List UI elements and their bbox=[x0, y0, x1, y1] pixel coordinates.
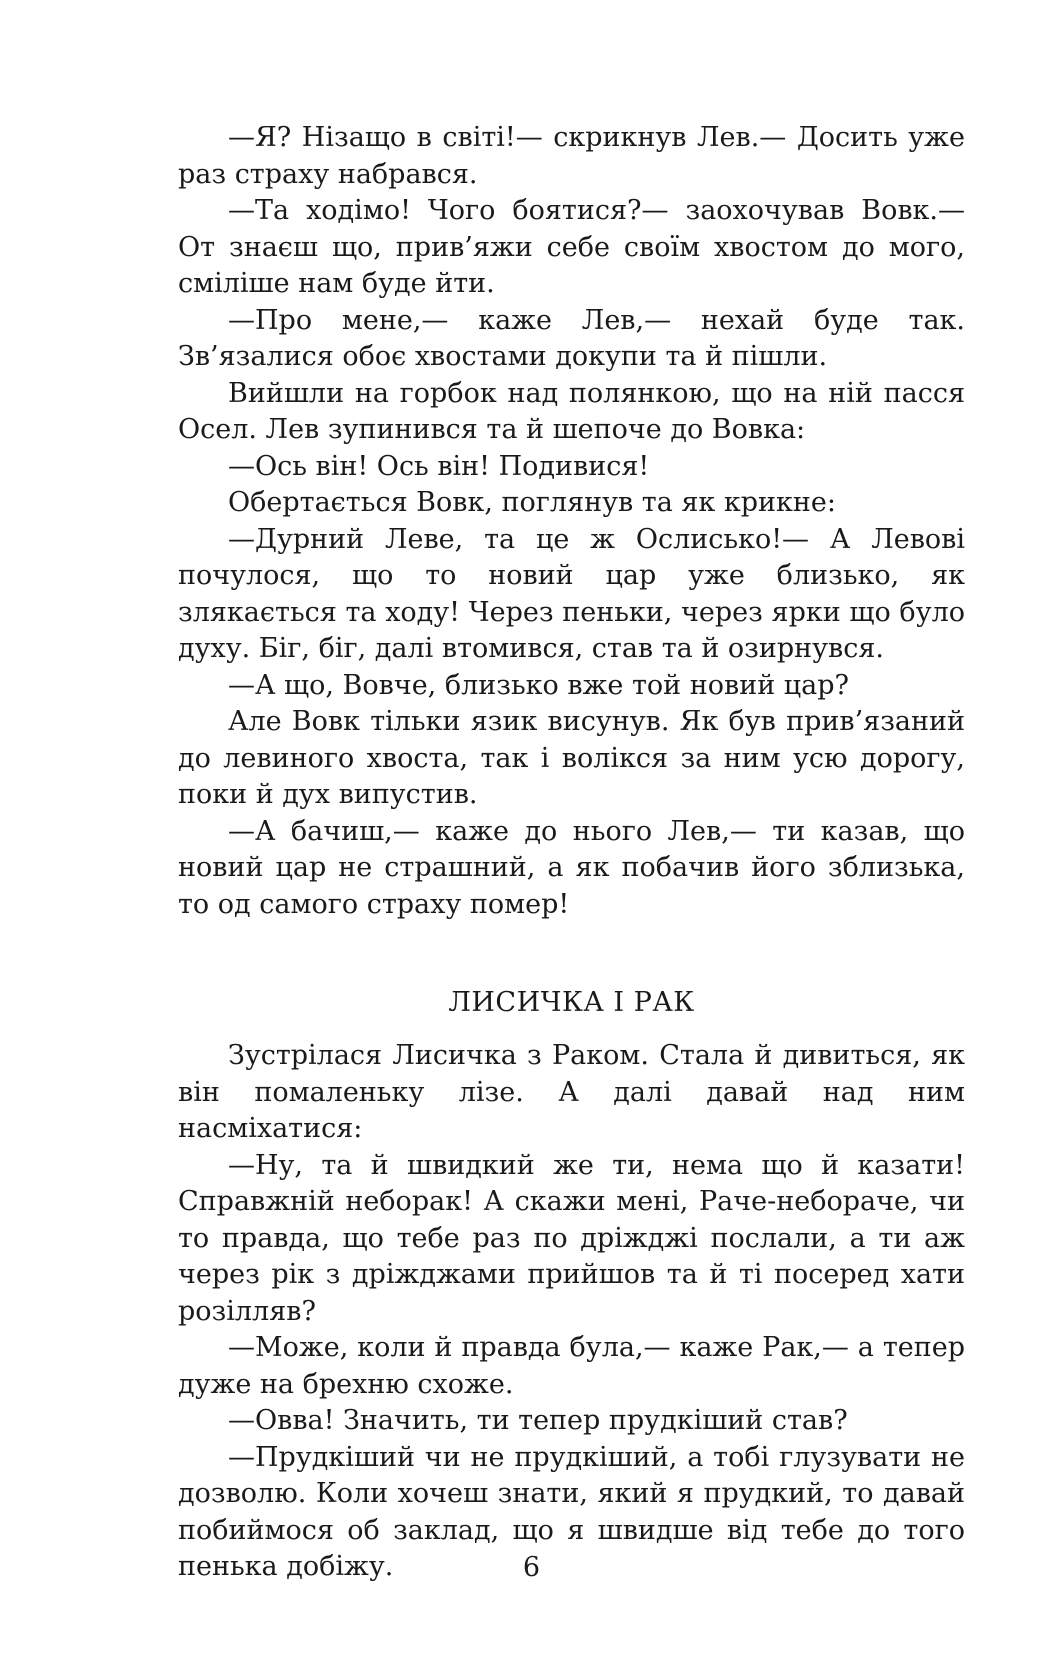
paragraph: —Дурний Леве, та це ж Ослисько!— А Левові почулося, що то новий цар уже близько, як злякається та ходу! Через пеньки, через ярки що було духу. Біг, біг, далі втомився, став та й озирнувся. bbox=[178, 523, 965, 664]
story-title: ЛИСИЧКА І РАК bbox=[448, 987, 695, 1018]
paragraph: Вийшли на горбок над полянкою, що на ній пасся Осел. Лев зупинився та й шепоче до Вовка: bbox=[178, 377, 965, 445]
page-number: 6 bbox=[522, 1552, 541, 1583]
paragraph: —Про мене,— каже Лев,— нехай буде так. Зв’язалися обоє хвостами докупи та й пішли. bbox=[178, 304, 965, 372]
paragraph: —Овва! Значить, ти тепер прудкіший став? bbox=[228, 1405, 848, 1436]
story-text-fox-and-crayfish bbox=[178, 1038, 965, 1586]
paragraph: —Ну, та й швидкий же ти, нема що й казати! Справжній неборак! А скажи мені, Раче-небораче, чи то правда, що тебе раз по дріжджі послали, а ти аж через рік з дріжджами прийшов та й ті посеред хати розілляв? bbox=[178, 1149, 965, 1327]
paragraph: Але Вовк тільки язик висунув. Як був прив’язаний до левиного хвоста, так і волікся за ним усю дорогу, поки й дух випустив. bbox=[178, 706, 965, 810]
paragraph: —Я? Нізащо в світі!— скрикнув Лев.— Досить уже раз страху набрався. bbox=[178, 122, 965, 190]
paragraph: —Може, коли й правда була,— каже Рак,— а тепер дуже на брехню схоже. bbox=[178, 1332, 965, 1400]
paragraph: —Прудкіший чи не прудкіший, а тобі глузувати не дозволю. Коли хочеш знати, який я прудкий, то давай побиймося об заклад, що я швидше від тебе до того пенька добіжу. bbox=[178, 1441, 965, 1582]
paragraph: —Ось він! Ось він! Подивися! bbox=[228, 450, 650, 482]
paragraph: —А бачиш,— каже до нього Лев,— ти казав, що новий цар не страшний, а як побачив його зблизька, то од самого страху помер! bbox=[178, 815, 965, 920]
paragraph: —Та ходімо! Чого боятися?— заохочував Вовк.— От знаєш що, прив’яжи себе своїм хвостом до мого, сміліше нам буде йти. bbox=[178, 195, 965, 299]
paragraph: Обертається Вовк, поглянув та як крикне: bbox=[228, 487, 836, 518]
story-text-lion-and-wolf bbox=[178, 120, 965, 923]
paragraph: —А що, Вовче, близько вже той новий цар? bbox=[228, 669, 849, 701]
paragraph: Зустрілася Лисичка з Раком. Стала й дивиться, як він помаленьку лізе. А далі давай над ним насміхатися: bbox=[178, 1040, 965, 1144]
